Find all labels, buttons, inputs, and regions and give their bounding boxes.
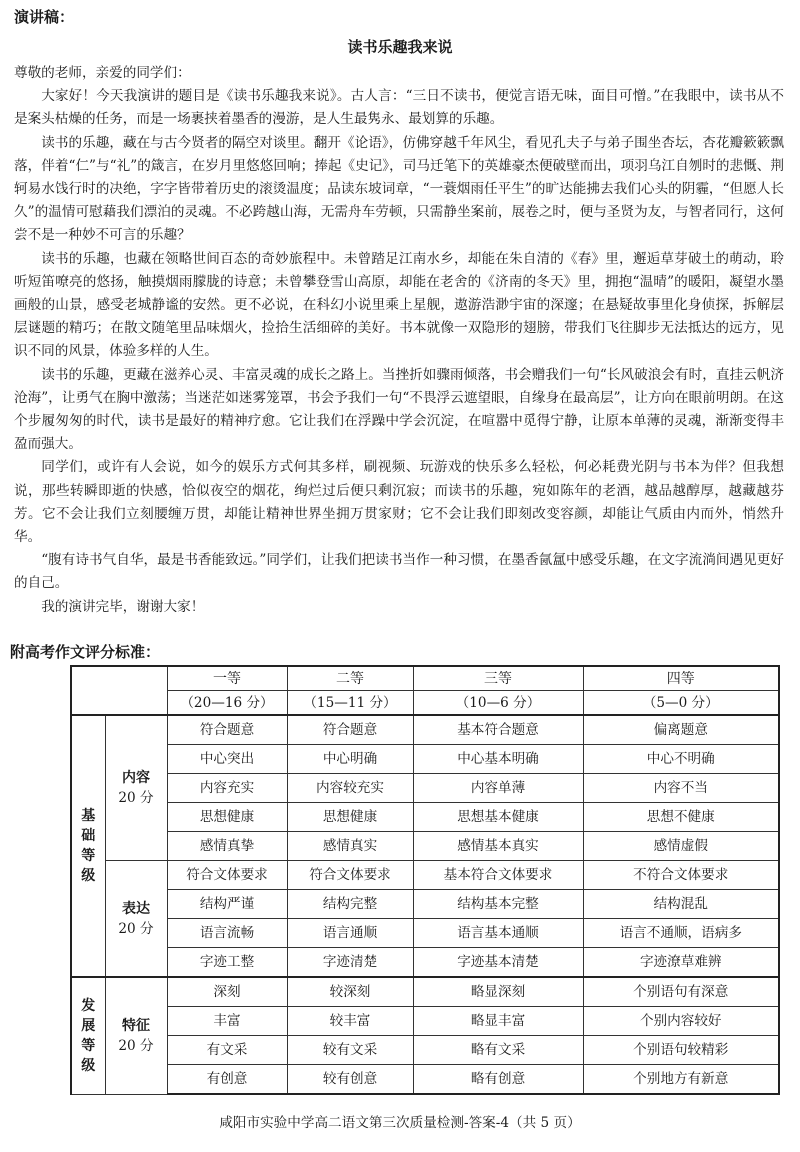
table-cell: 符合题意 <box>167 715 287 745</box>
table-cell: 语言流畅 <box>167 919 287 948</box>
table-cell: 中心基本明确 <box>413 745 583 774</box>
paragraph: 读书的乐趣，藏在与古今贤者的隔空对谈里。翻开《论语》，仿佛穿越千年风尘，看见孔夫子与弟子围坐杏坛，杏花瓣簌簌飘落，伴着“仁”与“礼”的箴言，在岁月里悠悠回响；捧起《史记》，司马迁笔下的英雄豪杰便破壁而出，项羽乌江自刎时的悲慨、荆轲易水饯行时的决绝，字字皆带着历史的滚烫温度；品读东坡词章，“一蓑烟雨任平生”的旷达能拂去我们心头的阴霾，“但愿人长久”的温情可慰藉我们漂泊的灵魂。不必跨越山海，无需舟车劳顿，只需静坐案前，展卷之时，便与圣贤为友，与智者同行，这何尝不是一种妙不可言的乐趣？ <box>14 134 784 244</box>
table-row <box>71 774 779 803</box>
table-cell: 基本符合题意 <box>413 715 583 745</box>
table-cell: 基本符合文体要求 <box>413 861 583 890</box>
salutation: 尊敬的老师，亲爱的同学们： <box>14 65 191 81</box>
table-cell: 语言通顺 <box>287 919 413 948</box>
paragraph: 我的演讲完毕，谢谢大家！ <box>41 598 205 615</box>
table-cell: 感情真挚 <box>167 832 287 861</box>
table-cell: 个别地方有新意 <box>583 1065 779 1095</box>
table-cell: 内容不当 <box>583 774 779 803</box>
grade-range-row <box>71 691 779 716</box>
corner-cell <box>71 666 167 715</box>
table-cell: 符合文体要求 <box>287 861 413 890</box>
table-cell: 结构基本完整 <box>413 890 583 919</box>
grade-name: 二等 <box>287 666 413 691</box>
grade-name: 四等 <box>583 666 779 691</box>
table-cell: 语言基本通顺 <box>413 919 583 948</box>
table-cell: 有创意 <box>167 1065 287 1095</box>
table-cell: 字迹潦草难辨 <box>583 948 779 978</box>
table-cell: 深刻 <box>167 977 287 1007</box>
category-development-level: 发 展 等 级 <box>71 977 105 1094</box>
grade-range: （20—16 分） <box>167 691 287 716</box>
table-cell: 字迹工整 <box>167 948 287 978</box>
table-cell: 内容较充实 <box>287 774 413 803</box>
table-cell: 偏离题意 <box>583 715 779 745</box>
table-cell: 思想不健康 <box>583 803 779 832</box>
table-row <box>71 1007 779 1036</box>
speech-body <box>14 62 784 619</box>
table-cell: 中心突出 <box>167 745 287 774</box>
table-cell: 略显丰富 <box>413 1007 583 1036</box>
table-cell: 感情真实 <box>287 832 413 861</box>
table-cell: 较有创意 <box>287 1065 413 1095</box>
table-cell: 内容单薄 <box>413 774 583 803</box>
scoring-rubric-table <box>70 665 780 1095</box>
table-cell: 个别内容较好 <box>583 1007 779 1036</box>
table-cell: 思想健康 <box>287 803 413 832</box>
page-footer: 咸阳市实验中学高二语文第三次质量检测-答案-4（共 5 页） <box>219 1115 581 1131</box>
grade-name-row <box>71 666 779 691</box>
grade-range: （10—6 分） <box>413 691 583 716</box>
table-row <box>71 948 779 978</box>
table-row <box>71 890 779 919</box>
table-cell: 感情基本真实 <box>413 832 583 861</box>
paragraph: 大家好！今天我演讲的题目是《读书乐趣我来说》。古人言：“三日不读书，便觉言语无味，面目可憎。”在我眼中，读书从不是案头枯燥的任务，而是一场裹挟着墨香的漫游，是人生最隽永、最划算的乐趣。 <box>14 88 784 128</box>
paragraph: “腹有诗书气自华，最是书香能致远。”同学们，让我们把读书当作一种习惯，在墨香氤氲中感受乐趣，在文字流淌间遇见更好的自己。 <box>14 552 784 592</box>
table-cell: 个别语句有深意 <box>583 977 779 1007</box>
table-cell: 结构混乱 <box>583 890 779 919</box>
table-row <box>71 919 779 948</box>
table-cell: 中心不明确 <box>583 745 779 774</box>
paragraph: 同学们，或许有人会说，如今的娱乐方式何其多样，刷视频、玩游戏的快乐多么轻松，何必耗费光阴与书本为伴？但我想说，那些转瞬即逝的快感，恰似夜空的烟花，绚烂过后便只剩沉寂；而读书的乐趣，宛如陈年的老酒，越品越醇厚，越藏越芬芳。它不会让我们立刻腰缠万贯，却能让精神世界坐拥万贯家财；它不会让我们即刻改变容颜，却能让气质由内而外，悄然升华。 <box>14 459 784 546</box>
table-cell: 较深刻 <box>287 977 413 1007</box>
table-row <box>71 1036 779 1065</box>
table-cell: 语言不通顺，语病多 <box>583 919 779 948</box>
table-row <box>71 861 779 890</box>
table-cell: 结构严谨 <box>167 890 287 919</box>
table-cell: 有文采 <box>167 1036 287 1065</box>
subcategory-content: 内容 20 分 <box>105 715 167 861</box>
table-cell: 思想基本健康 <box>413 803 583 832</box>
table-cell: 字迹清楚 <box>287 948 413 978</box>
section-label: 演讲稿： <box>14 8 75 26</box>
paragraph: 读书的乐趣，更藏在滋养心灵、丰富灵魂的成长之路上。当挫折如骤雨倾落，书会赠我们一句“长风破浪会有时，直挂云帆济沧海”，让勇气在胸中激荡；当迷茫如迷雾笼罩，书会予我们一句“不畏浮云遮望眼，自缘身在最高层”，让方向在眼前明朗。在这个步履匆匆的时代，读书是最好的精神疗愈。它让我们在浮躁中学会沉淀，在喧嚣中觅得宁静，让原本单薄的灵魂，渐渐变得丰盈而强大。 <box>14 366 784 453</box>
subcategory-features: 特征 20 分 <box>105 977 167 1094</box>
table-row <box>71 977 779 1007</box>
speech-title: 读书乐趣我来说 <box>347 38 453 56</box>
table-row <box>71 803 779 832</box>
table-cell: 中心明确 <box>287 745 413 774</box>
grade-name: 三等 <box>413 666 583 691</box>
grade-name: 一等 <box>167 666 287 691</box>
subcategory-expression: 表达 20 分 <box>105 861 167 978</box>
table-cell: 个别语句较精彩 <box>583 1036 779 1065</box>
category-basic-level: 基 础 等 级 <box>71 715 105 977</box>
table-row <box>71 715 779 745</box>
table-row <box>71 832 779 861</box>
table-cell: 符合文体要求 <box>167 861 287 890</box>
paragraph: 读书的乐趣，也藏在领略世间百态的奇妙旅程中。未曾踏足江南水乡，却能在朱自清的《春》里，邂逅草芽破土的萌动，聆听短笛嘹亮的悠扬，触摸烟雨朦胧的诗意；未曾攀登雪山高原，却能在老舍的《济南的冬天》里，拥抱“温晴”的暖阳，凝望水墨画般的山景，感受老城静谧的安然。更不必说，在科幻小说里乘上星舰，遨游浩渺宇宙的深邃；在悬疑故事里化身侦探，拆解层层谜题的精巧；在散文随笔里品味烟火，捡拾生活细碎的美好。书本就像一双隐形的翅膀，带我们飞往脚步无法抵达的远方，见识不同的风景，体验多样的人生。 <box>14 250 784 360</box>
table-cell: 思想健康 <box>167 803 287 832</box>
table-cell: 丰富 <box>167 1007 287 1036</box>
grade-range: （5—0 分） <box>583 691 779 716</box>
table-cell: 符合题意 <box>287 715 413 745</box>
table-row <box>71 1065 779 1095</box>
table-cell: 较有文采 <box>287 1036 413 1065</box>
table-row <box>71 745 779 774</box>
grade-range: （15—11 分） <box>287 691 413 716</box>
rubric-label: 附高考作文评分标准： <box>10 643 161 661</box>
table-cell: 较丰富 <box>287 1007 413 1036</box>
table-cell: 略有创意 <box>413 1065 583 1095</box>
table-cell: 感情虚假 <box>583 832 779 861</box>
table-cell: 结构完整 <box>287 890 413 919</box>
table-cell: 略有文采 <box>413 1036 583 1065</box>
table-cell: 不符合文体要求 <box>583 861 779 890</box>
table-cell: 略显深刻 <box>413 977 583 1007</box>
table-cell: 内容充实 <box>167 774 287 803</box>
table-cell: 字迹基本清楚 <box>413 948 583 978</box>
